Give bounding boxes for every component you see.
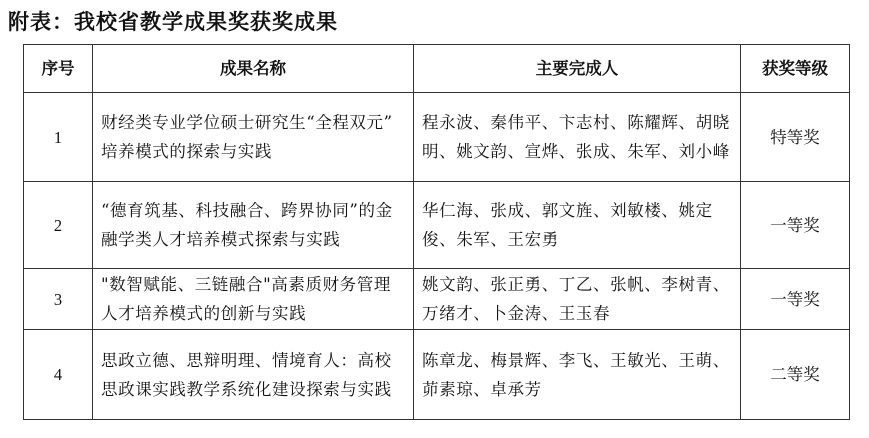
row-index: 1 bbox=[24, 93, 93, 182]
row-people bbox=[414, 182, 741, 269]
header-level: 获奖等级 bbox=[741, 45, 850, 93]
row-level: 特等奖 bbox=[741, 93, 850, 182]
row-index: 3 bbox=[24, 269, 93, 330]
table-row bbox=[24, 330, 850, 420]
header-index: 序号 bbox=[24, 45, 93, 93]
row-index: 2 bbox=[24, 182, 93, 269]
row-level: 一等奖 bbox=[741, 182, 850, 269]
row-people bbox=[414, 93, 741, 182]
row-title-text: “德育筑基、科技融合、跨界协同”的金融学类人才培养模式探索与实践 bbox=[101, 201, 393, 249]
row-title bbox=[93, 269, 414, 330]
row-index: 4 bbox=[24, 330, 93, 420]
row-title bbox=[93, 182, 414, 269]
row-people bbox=[414, 330, 741, 420]
row-people-text: 姚文韵、张正勇、丁乙、张帆、李树青、万绪才、卜金涛、王玉春 bbox=[422, 275, 730, 323]
header-people: 主要完成人 bbox=[414, 45, 741, 93]
awards-table bbox=[23, 44, 850, 420]
row-title-text: 财经类专业学位硕士研究生“全程双元” 培养模式的探索与实践 bbox=[101, 113, 393, 161]
row-title-text: "数智赋能、三链融合"高素质财务管理人才培养模式的创新与实践 bbox=[101, 275, 391, 323]
page-heading: 附表：我校省教学成果奖获奖成果 bbox=[8, 9, 338, 34]
table-header-row bbox=[24, 45, 850, 93]
row-title bbox=[93, 330, 414, 420]
row-people bbox=[414, 269, 741, 330]
header-title: 成果名称 bbox=[93, 45, 414, 93]
row-level: 二等奖 bbox=[741, 330, 850, 420]
table-row bbox=[24, 269, 850, 330]
row-level: 一等奖 bbox=[741, 269, 850, 330]
row-people-text: 程永波、秦伟平、卞志村、陈耀辉、胡晓明、姚文韵、宣烨、张成、朱军、刘小峰 bbox=[422, 113, 730, 161]
row-title-text: 思政立德、思辩明理、情境育人：高校思政课实践教学系统化建设探索与实践 bbox=[101, 350, 392, 399]
row-people-text: 华仁海、张成、郭文旌、刘敏楼、姚定俊、朱军、王宏勇 bbox=[422, 201, 713, 249]
table-row bbox=[24, 182, 850, 269]
row-people-text: 陈章龙、梅景辉、李飞、王敏光、王萌、茆素琼、卓承芳 bbox=[422, 350, 730, 399]
table-row bbox=[24, 93, 850, 182]
row-title bbox=[93, 93, 414, 182]
